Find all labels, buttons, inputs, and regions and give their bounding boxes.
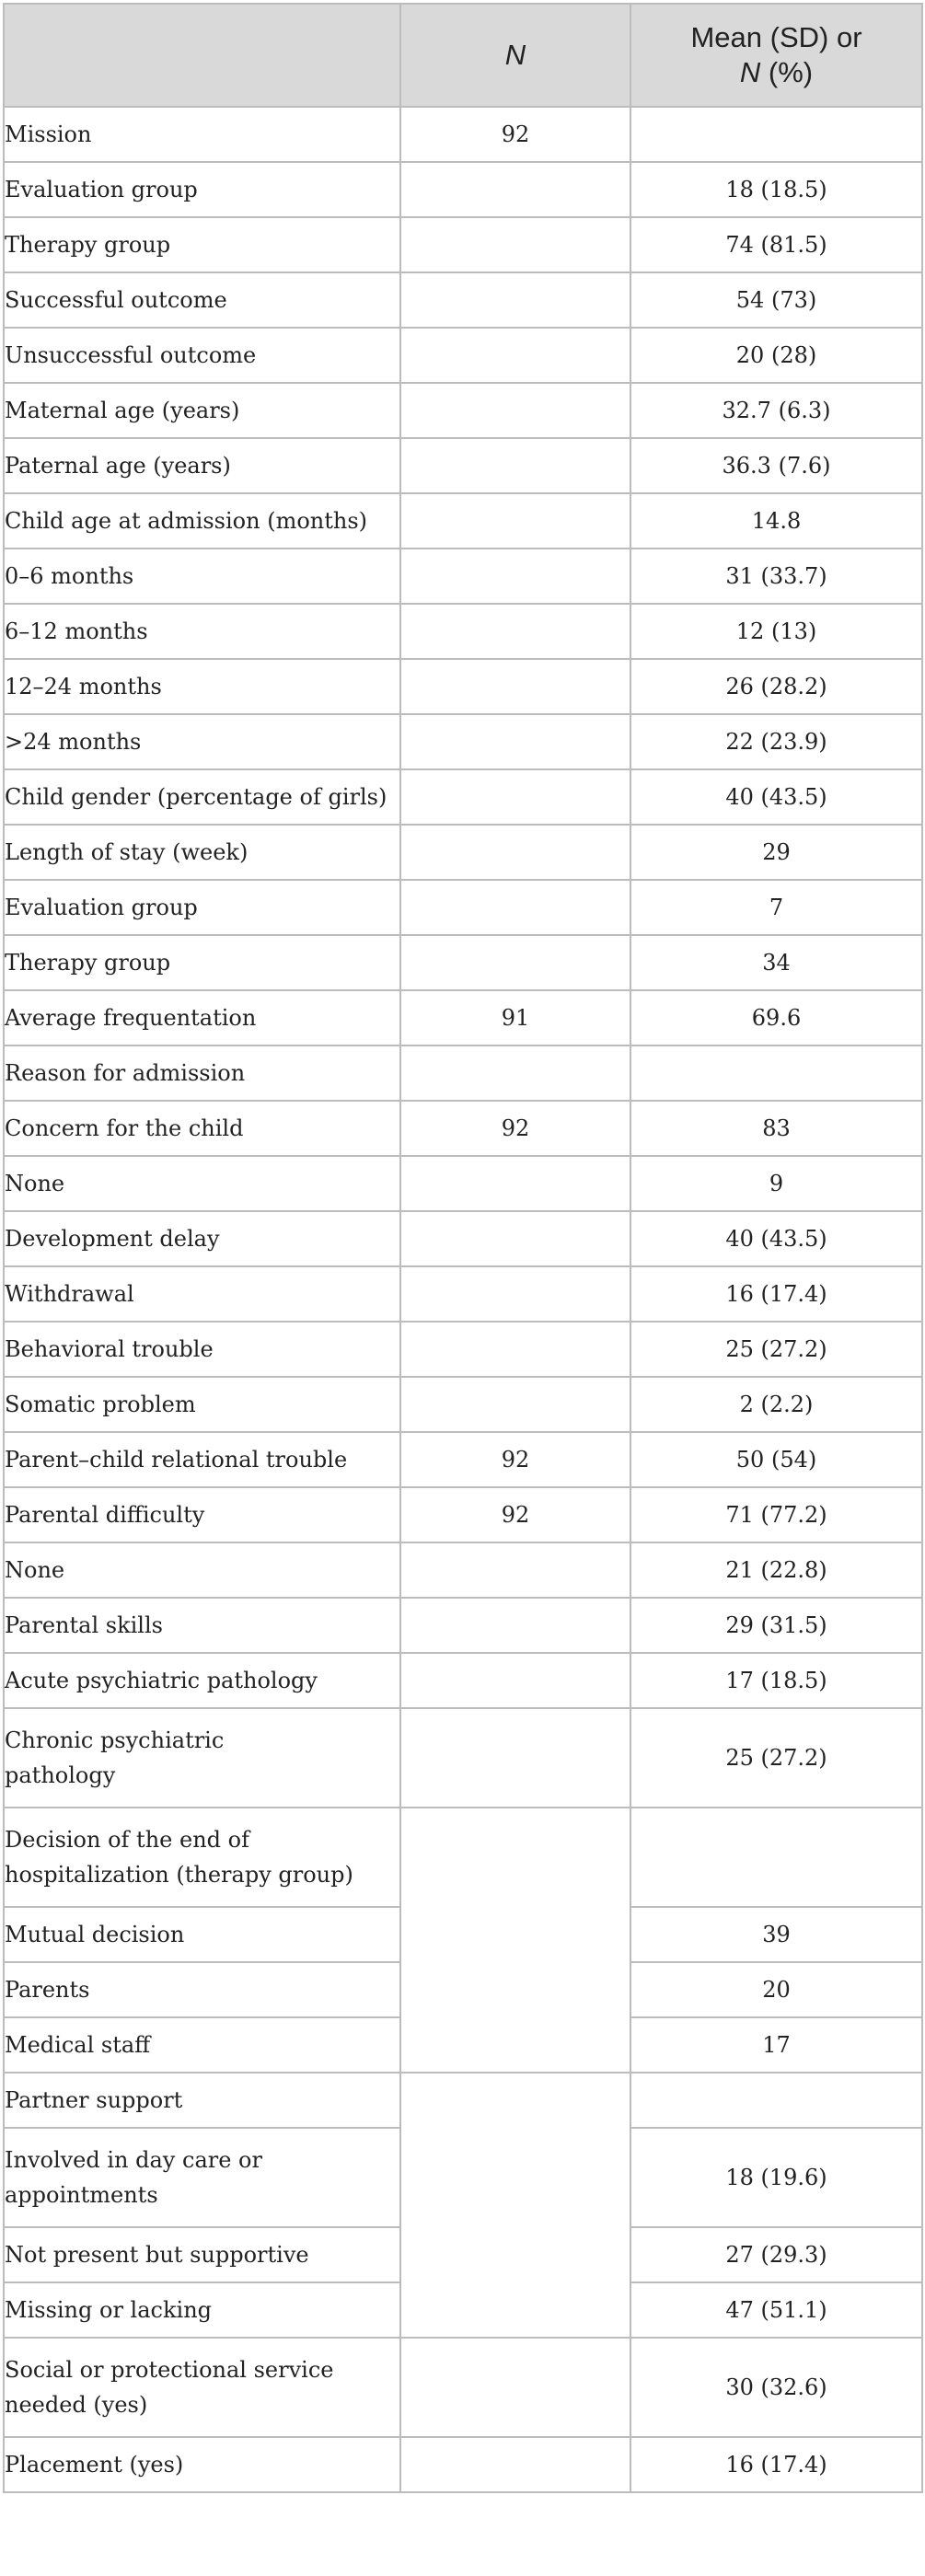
row-label: Successful outcome: [4, 272, 400, 328]
row-label: Withdrawal: [4, 1266, 400, 1322]
row-value: 40 (43.5): [630, 1211, 922, 1266]
row-n: [400, 1045, 630, 1101]
row-label: Behavioral trouble: [4, 1322, 400, 1377]
row-label-line-1: Involved in day care or: [5, 2147, 262, 2173]
row-label-line-1: Social or protectional service: [5, 2357, 334, 2383]
row-n: [400, 383, 630, 438]
row-label: 0–6 months: [4, 549, 400, 604]
row-n: [400, 549, 630, 604]
row-value: 31 (33.7): [630, 549, 922, 604]
table-row: [4, 1045, 922, 1101]
table-row: [4, 1266, 922, 1322]
row-label: Unsuccessful outcome: [4, 328, 400, 383]
row-value: [630, 2073, 922, 2128]
row-label: Parent–child relational trouble: [4, 1432, 400, 1487]
row-label: Parental skills: [4, 1598, 400, 1653]
table-row: [4, 880, 922, 935]
row-label: 12–24 months: [4, 659, 400, 714]
row-value: 2 (2.2): [630, 1377, 922, 1432]
table-row: [4, 383, 922, 438]
row-n: 92: [400, 1432, 630, 1487]
row-n: [400, 1808, 630, 2073]
table-row: [4, 1211, 922, 1266]
row-n: [400, 2073, 630, 2338]
row-label: Acute psychiatric pathology: [4, 1653, 400, 1708]
row-value: 32.7 (6.3): [630, 383, 922, 438]
row-value: 69.6: [630, 990, 922, 1045]
row-label: Maternal age (years): [4, 383, 400, 438]
table-row: [4, 1377, 922, 1432]
table-row: [4, 549, 922, 604]
header-label-cell: [4, 4, 400, 107]
row-label-line-1: Decision of the end of: [5, 1827, 249, 1853]
row-label: Mutual decision: [4, 1907, 400, 1962]
row-value: 12 (13): [630, 604, 922, 659]
row-value: 18 (18.5): [630, 162, 922, 217]
row-n: 92: [400, 1487, 630, 1542]
row-value: 71 (77.2): [630, 1487, 922, 1542]
row-label-line-2: pathology: [5, 1762, 116, 1788]
row-value: 74 (81.5): [630, 217, 922, 272]
table-row: [4, 328, 922, 383]
row-label: Somatic problem: [4, 1377, 400, 1432]
row-label: Medical staff: [4, 2017, 400, 2073]
row-value: 25 (27.2): [630, 1708, 922, 1808]
row-label: Length of stay (week): [4, 825, 400, 880]
row-n: [400, 1377, 630, 1432]
row-label: [4, 2338, 400, 2437]
row-n: 92: [400, 1101, 630, 1156]
header-mean-n-italic: N: [739, 56, 761, 88]
row-value: 14.8: [630, 493, 922, 549]
row-value: 40 (43.5): [630, 769, 922, 825]
table-row: [4, 1101, 922, 1156]
table-row: [4, 107, 922, 162]
table-row: [4, 438, 922, 493]
row-label-line-1: Chronic psychiatric: [5, 1727, 225, 1753]
row-n: [400, 1156, 630, 1211]
table-row: [4, 1156, 922, 1211]
table-row: [4, 659, 922, 714]
row-label: Partner support: [4, 2073, 400, 2128]
row-n: 91: [400, 990, 630, 1045]
row-value: 17: [630, 2017, 922, 2073]
row-label: Mission: [4, 107, 400, 162]
row-n: 92: [400, 107, 630, 162]
table-row: [4, 769, 922, 825]
table-row: [4, 825, 922, 880]
row-label: Development delay: [4, 1211, 400, 1266]
header-row: [4, 4, 922, 107]
table-row: [4, 493, 922, 549]
row-value: 30 (32.6): [630, 2338, 922, 2437]
row-label: [4, 1708, 400, 1808]
table-row: [4, 604, 922, 659]
row-label: Child gender (percentage of girls): [4, 769, 400, 825]
row-n: [400, 2338, 630, 2437]
row-label: 6–12 months: [4, 604, 400, 659]
row-value: 39: [630, 1907, 922, 1962]
table-row: [4, 1808, 922, 1907]
row-value: 29 (31.5): [630, 1598, 922, 1653]
row-n: [400, 2437, 630, 2492]
row-label: Parents: [4, 1962, 400, 2017]
row-label: None: [4, 1542, 400, 1598]
row-n: [400, 328, 630, 383]
header-mean-line-1: Mean (SD) or: [690, 21, 862, 53]
table-row: [4, 1653, 922, 1708]
row-n: [400, 272, 630, 328]
table-row: [4, 1542, 922, 1598]
row-n: [400, 1322, 630, 1377]
table-row: [4, 2437, 922, 2492]
row-label: Child age at admission (months): [4, 493, 400, 549]
row-label: Placement (yes): [4, 2437, 400, 2492]
row-label: Therapy group: [4, 217, 400, 272]
row-n: [400, 217, 630, 272]
header-n-text: N: [504, 39, 526, 71]
table-row: [4, 1487, 922, 1542]
row-n: [400, 880, 630, 935]
row-value: 29: [630, 825, 922, 880]
row-n: [400, 493, 630, 549]
row-n: [400, 1542, 630, 1598]
table-row: [4, 1708, 922, 1808]
row-value: 54 (73): [630, 272, 922, 328]
row-value: 50 (54): [630, 1432, 922, 1487]
row-n: [400, 769, 630, 825]
header-n-cell: [400, 4, 630, 107]
row-n: [400, 714, 630, 769]
row-n: [400, 1266, 630, 1322]
row-label: Evaluation group: [4, 880, 400, 935]
row-n: [400, 604, 630, 659]
table-row: [4, 1322, 922, 1377]
row-label: Parental difficulty: [4, 1487, 400, 1542]
row-label: None: [4, 1156, 400, 1211]
row-label: Therapy group: [4, 935, 400, 990]
row-value: 83: [630, 1101, 922, 1156]
row-n: [400, 1598, 630, 1653]
row-label: Not present but supportive: [4, 2227, 400, 2282]
row-label-line-2: appointments: [5, 2182, 158, 2208]
table-row: [4, 2338, 922, 2437]
row-value: 16 (17.4): [630, 2437, 922, 2492]
descriptive-statistics-table: [3, 3, 923, 2493]
table-row: [4, 2073, 922, 2128]
header-mean-cell: [630, 4, 922, 107]
row-value: 20: [630, 1962, 922, 2017]
table-row: [4, 272, 922, 328]
header-mean-pct: (%): [760, 56, 814, 88]
row-value: 25 (27.2): [630, 1322, 922, 1377]
table-row: [4, 990, 922, 1045]
row-value: 9: [630, 1156, 922, 1211]
row-n: [400, 1653, 630, 1708]
row-value: 16 (17.4): [630, 1266, 922, 1322]
row-value: 18 (19.6): [630, 2128, 922, 2227]
row-label-line-2: hospitalization (therapy group): [5, 1862, 353, 1888]
row-label: Missing or lacking: [4, 2282, 400, 2338]
row-label: [4, 1808, 400, 1907]
row-n: [400, 1708, 630, 1808]
row-n: [400, 1211, 630, 1266]
row-value: [630, 1808, 922, 1907]
row-value: 34: [630, 935, 922, 990]
table-row: [4, 217, 922, 272]
row-value: 21 (22.8): [630, 1542, 922, 1598]
row-label: Concern for the child: [4, 1101, 400, 1156]
row-value: 36.3 (7.6): [630, 438, 922, 493]
row-value: [630, 1045, 922, 1101]
row-n: [400, 825, 630, 880]
table-row: [4, 935, 922, 990]
row-value: 22 (23.9): [630, 714, 922, 769]
row-label: Paternal age (years): [4, 438, 400, 493]
row-label: [4, 2128, 400, 2227]
row-value: 27 (29.3): [630, 2227, 922, 2282]
row-value: [630, 107, 922, 162]
row-value: 20 (28): [630, 328, 922, 383]
row-value: 26 (28.2): [630, 659, 922, 714]
table-row: [4, 1598, 922, 1653]
table-row: [4, 714, 922, 769]
row-n: [400, 162, 630, 217]
table-row: [4, 1432, 922, 1487]
row-n: [400, 438, 630, 493]
row-label: Average frequentation: [4, 990, 400, 1045]
table-body: [4, 107, 922, 2492]
row-value: 7: [630, 880, 922, 935]
row-value: 47 (51.1): [630, 2282, 922, 2338]
table-header: [4, 4, 922, 107]
row-label-line-2: needed (yes): [5, 2392, 148, 2418]
row-label: Reason for admission: [4, 1045, 400, 1101]
row-n: [400, 659, 630, 714]
table-row: [4, 162, 922, 217]
row-value: 17 (18.5): [630, 1653, 922, 1708]
row-label: >24 months: [4, 714, 400, 769]
row-label: Evaluation group: [4, 162, 400, 217]
row-n: [400, 935, 630, 990]
